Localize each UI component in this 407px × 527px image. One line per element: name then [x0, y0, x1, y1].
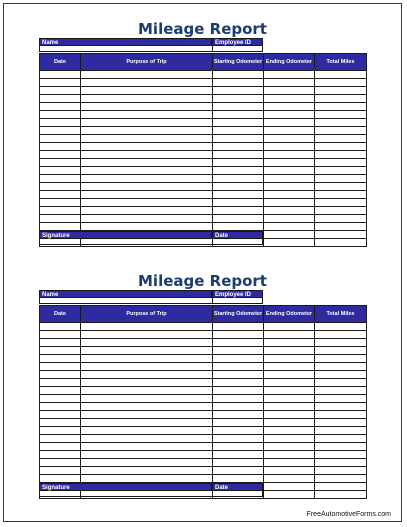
- date-cell[interactable]: [40, 151, 81, 159]
- name-field[interactable]: [40, 298, 213, 303]
- name-employee-entry: [39, 46, 263, 52]
- ending-odometer-cell[interactable]: [264, 403, 315, 411]
- starting-odometer-cell[interactable]: [213, 127, 264, 135]
- table-row: [40, 207, 367, 215]
- date-label: Date: [212, 231, 263, 239]
- trip-log-table: [39, 53, 367, 247]
- starting-odometer-cell[interactable]: [213, 459, 264, 467]
- total-miles-cell[interactable]: [315, 207, 367, 215]
- starting-odometer-cell[interactable]: [213, 151, 264, 159]
- table-row: [40, 175, 367, 183]
- date-cell[interactable]: [40, 347, 81, 355]
- name-field[interactable]: [40, 46, 213, 51]
- date-cell[interactable]: [40, 199, 81, 207]
- table-row: [40, 371, 367, 379]
- purpose-cell[interactable]: [81, 207, 213, 215]
- report-title: Mileage Report: [138, 20, 267, 38]
- total-miles-cell[interactable]: [315, 387, 367, 395]
- total-miles-cell[interactable]: [315, 159, 367, 167]
- ending-odometer-cell[interactable]: [264, 323, 315, 331]
- report-title: Mileage Report: [138, 272, 267, 290]
- total-miles-cell[interactable]: [315, 451, 367, 459]
- purpose-cell[interactable]: [81, 167, 213, 175]
- table-row: [40, 459, 367, 467]
- starting-odometer-cell[interactable]: [213, 467, 264, 475]
- col-ending-odometer: Ending Odometer: [264, 306, 315, 323]
- ending-odometer-cell[interactable]: [264, 355, 315, 363]
- total-miles-cell[interactable]: [315, 143, 367, 151]
- date-cell[interactable]: [40, 71, 81, 79]
- ending-odometer-cell[interactable]: [264, 207, 315, 215]
- table-row: [40, 411, 367, 419]
- table-row: [40, 435, 367, 443]
- table-row: [40, 215, 367, 223]
- starting-odometer-cell[interactable]: [213, 111, 264, 119]
- date-cell[interactable]: [40, 395, 81, 403]
- starting-odometer-cell[interactable]: [213, 419, 264, 427]
- ending-odometer-cell[interactable]: [264, 411, 315, 419]
- ending-odometer-cell[interactable]: [264, 159, 315, 167]
- date-cell[interactable]: [40, 451, 81, 459]
- purpose-cell[interactable]: [81, 355, 213, 363]
- starting-odometer-cell[interactable]: [213, 395, 264, 403]
- footer-site-link[interactable]: FreeAutomotiveForms.com: [306, 511, 391, 518]
- ending-odometer-cell[interactable]: [264, 87, 315, 95]
- date-cell[interactable]: [40, 127, 81, 135]
- signature-date-entry: [39, 491, 263, 497]
- col-ending-odometer: Ending Odometer: [264, 54, 315, 71]
- table-header-row: [40, 54, 367, 71]
- table-row: [40, 363, 367, 371]
- purpose-cell[interactable]: [81, 87, 213, 95]
- employee-id-field[interactable]: [213, 46, 262, 51]
- starting-odometer-cell[interactable]: [213, 159, 264, 167]
- date-cell[interactable]: [40, 379, 81, 387]
- starting-odometer-cell[interactable]: [213, 183, 264, 191]
- sign-date-field[interactable]: [213, 491, 262, 496]
- total-miles-cell[interactable]: [315, 183, 367, 191]
- ending-odometer-cell[interactable]: [264, 151, 315, 159]
- total-miles-cell[interactable]: [315, 419, 367, 427]
- starting-odometer-cell[interactable]: [213, 443, 264, 451]
- table-row: [40, 347, 367, 355]
- ending-odometer-cell[interactable]: [264, 379, 315, 387]
- date-cell[interactable]: [40, 339, 81, 347]
- total-miles-cell[interactable]: [315, 175, 367, 183]
- ending-odometer-cell[interactable]: [264, 175, 315, 183]
- total-miles-cell[interactable]: [315, 127, 367, 135]
- purpose-cell[interactable]: [81, 127, 213, 135]
- ending-odometer-cell[interactable]: [264, 199, 315, 207]
- signature-label: Signature: [39, 231, 212, 239]
- date-cell[interactable]: [40, 87, 81, 95]
- purpose-cell[interactable]: [81, 215, 213, 223]
- date-cell[interactable]: [40, 331, 81, 339]
- date-cell[interactable]: [40, 191, 81, 199]
- col-starting-odometer: Starting Odometer: [213, 54, 264, 71]
- starting-odometer-cell[interactable]: [213, 363, 264, 371]
- ending-odometer-cell[interactable]: [264, 467, 315, 475]
- total-miles-cell[interactable]: [315, 87, 367, 95]
- purpose-cell[interactable]: [81, 111, 213, 119]
- table-row: [40, 451, 367, 459]
- name-employee-entry: [39, 298, 263, 304]
- starting-odometer-cell[interactable]: [213, 475, 264, 483]
- purpose-cell[interactable]: [81, 363, 213, 371]
- purpose-cell[interactable]: [81, 119, 213, 127]
- purpose-cell[interactable]: [81, 191, 213, 199]
- table-row: [40, 323, 367, 331]
- ending-odometer-cell[interactable]: [264, 167, 315, 175]
- total-miles-cell[interactable]: [315, 475, 367, 483]
- table-row: [40, 339, 367, 347]
- starting-odometer-cell[interactable]: [213, 355, 264, 363]
- ending-odometer-cell[interactable]: [264, 215, 315, 223]
- date-cell[interactable]: [40, 411, 81, 419]
- purpose-cell[interactable]: [81, 143, 213, 151]
- total-miles-cell[interactable]: [315, 199, 367, 207]
- total-miles-cell[interactable]: [315, 223, 367, 231]
- col-date: Date: [40, 306, 81, 323]
- purpose-cell[interactable]: [81, 331, 213, 339]
- date-cell[interactable]: [40, 403, 81, 411]
- table-row: [40, 443, 367, 451]
- date-cell[interactable]: [40, 207, 81, 215]
- total-miles-cell[interactable]: [315, 435, 367, 443]
- table-row: [40, 159, 367, 167]
- table-body: [40, 323, 367, 499]
- date-cell[interactable]: [40, 475, 81, 483]
- starting-odometer-cell[interactable]: [213, 347, 264, 355]
- purpose-cell[interactable]: [81, 347, 213, 355]
- table-row: [40, 467, 367, 475]
- ending-odometer-cell[interactable]: [264, 191, 315, 199]
- starting-odometer-cell[interactable]: [213, 143, 264, 151]
- date-label: Date: [212, 483, 263, 491]
- starting-odometer-cell[interactable]: [213, 387, 264, 395]
- name-employee-row: [39, 290, 263, 298]
- col-purpose: Purpose of Trip: [81, 306, 213, 323]
- name-label: Name: [39, 290, 212, 298]
- table-row: [40, 475, 367, 483]
- ending-odometer-cell[interactable]: [264, 435, 315, 443]
- signature-date-row: [39, 483, 263, 491]
- date-cell[interactable]: [40, 119, 81, 127]
- date-cell[interactable]: [40, 111, 81, 119]
- signature-date-row: [39, 231, 263, 239]
- table-row: [40, 403, 367, 411]
- date-cell[interactable]: [40, 215, 81, 223]
- purpose-cell[interactable]: [81, 79, 213, 87]
- ending-odometer-cell[interactable]: [264, 79, 315, 87]
- purpose-cell[interactable]: [81, 435, 213, 443]
- total-miles-cell[interactable]: [315, 443, 367, 451]
- ending-odometer-cell[interactable]: [264, 127, 315, 135]
- table-row: [40, 167, 367, 175]
- starting-odometer-cell[interactable]: [213, 323, 264, 331]
- date-cell[interactable]: [40, 103, 81, 111]
- employee-id-label: Employee ID: [212, 290, 263, 298]
- table-row: [40, 355, 367, 363]
- table-row: [40, 419, 367, 427]
- ending-odometer-cell[interactable]: [264, 103, 315, 111]
- starting-odometer-cell[interactable]: [213, 135, 264, 143]
- purpose-cell[interactable]: [81, 103, 213, 111]
- total-miles-cell[interactable]: [315, 119, 367, 127]
- table-row: [40, 127, 367, 135]
- total-miles-cell[interactable]: [315, 331, 367, 339]
- purpose-cell[interactable]: [81, 387, 213, 395]
- date-cell[interactable]: [40, 183, 81, 191]
- table-row: [40, 427, 367, 435]
- table-row: [40, 87, 367, 95]
- ending-odometer-cell[interactable]: [264, 135, 315, 143]
- signature-field[interactable]: [40, 491, 213, 496]
- starting-odometer-cell[interactable]: [213, 79, 264, 87]
- purpose-cell[interactable]: [81, 339, 213, 347]
- date-cell[interactable]: [40, 443, 81, 451]
- date-cell[interactable]: [40, 419, 81, 427]
- table-row: [40, 135, 367, 143]
- total-miles-cell[interactable]: [315, 403, 367, 411]
- ending-odometer-cell[interactable]: [264, 427, 315, 435]
- table-row: [40, 331, 367, 339]
- purpose-cell[interactable]: [81, 135, 213, 143]
- date-cell[interactable]: [40, 371, 81, 379]
- purpose-cell[interactable]: [81, 379, 213, 387]
- purpose-cell[interactable]: [81, 323, 213, 331]
- col-starting-odometer: Starting Odometer: [213, 306, 264, 323]
- purpose-cell[interactable]: [81, 419, 213, 427]
- total-miles-cell[interactable]: [315, 191, 367, 199]
- ending-odometer-cell[interactable]: [264, 387, 315, 395]
- purpose-cell[interactable]: [81, 403, 213, 411]
- total-miles-cell[interactable]: [315, 79, 367, 87]
- ending-odometer-cell[interactable]: [264, 331, 315, 339]
- table-row: [40, 111, 367, 119]
- starting-odometer-cell[interactable]: [213, 175, 264, 183]
- purpose-cell[interactable]: [81, 175, 213, 183]
- date-cell[interactable]: [40, 223, 81, 231]
- table-row: [40, 71, 367, 79]
- total-miles-cell[interactable]: [315, 355, 367, 363]
- total-miles-cell[interactable]: [315, 459, 367, 467]
- ending-odometer-cell[interactable]: [264, 339, 315, 347]
- ending-odometer-cell[interactable]: [264, 183, 315, 191]
- purpose-cell[interactable]: [81, 395, 213, 403]
- date-cell[interactable]: [40, 135, 81, 143]
- ending-odometer-cell[interactable]: [264, 119, 315, 127]
- name-label: Name: [39, 38, 212, 46]
- purpose-cell[interactable]: [81, 183, 213, 191]
- date-cell[interactable]: [40, 323, 81, 331]
- table-row: [40, 395, 367, 403]
- ending-odometer-cell[interactable]: [264, 491, 315, 499]
- table-row: [40, 103, 367, 111]
- purpose-cell[interactable]: [81, 451, 213, 459]
- table-row: [40, 151, 367, 159]
- date-cell[interactable]: [40, 467, 81, 475]
- date-cell[interactable]: [40, 175, 81, 183]
- ending-odometer-cell[interactable]: [264, 95, 315, 103]
- ending-odometer-cell[interactable]: [264, 451, 315, 459]
- ending-odometer-cell[interactable]: [264, 231, 315, 239]
- sign-date-field[interactable]: [213, 239, 262, 244]
- starting-odometer-cell[interactable]: [213, 435, 264, 443]
- total-miles-cell[interactable]: [315, 239, 367, 247]
- starting-odometer-cell[interactable]: [213, 119, 264, 127]
- purpose-cell[interactable]: [81, 151, 213, 159]
- table-row: [40, 191, 367, 199]
- ending-odometer-cell[interactable]: [264, 111, 315, 119]
- purpose-cell[interactable]: [81, 95, 213, 103]
- starting-odometer-cell[interactable]: [213, 411, 264, 419]
- table-row: [40, 387, 367, 395]
- starting-odometer-cell[interactable]: [213, 339, 264, 347]
- signature-date-entry: [39, 239, 263, 245]
- trip-log-table: [39, 305, 367, 499]
- purpose-cell[interactable]: [81, 467, 213, 475]
- starting-odometer-cell[interactable]: [213, 71, 264, 79]
- table-row: [40, 143, 367, 151]
- ending-odometer-cell[interactable]: [264, 475, 315, 483]
- date-cell[interactable]: [40, 355, 81, 363]
- purpose-cell[interactable]: [81, 71, 213, 79]
- starting-odometer-cell[interactable]: [213, 379, 264, 387]
- total-miles-cell[interactable]: [315, 151, 367, 159]
- starting-odometer-cell[interactable]: [213, 223, 264, 231]
- total-miles-cell[interactable]: [315, 135, 367, 143]
- signature-label: Signature: [39, 483, 212, 491]
- purpose-cell[interactable]: [81, 371, 213, 379]
- ending-odometer-cell[interactable]: [264, 223, 315, 231]
- starting-odometer-cell[interactable]: [213, 191, 264, 199]
- date-cell[interactable]: [40, 95, 81, 103]
- date-cell[interactable]: [40, 79, 81, 87]
- total-miles-cell[interactable]: [315, 411, 367, 419]
- table-row: [40, 379, 367, 387]
- ending-odometer-cell[interactable]: [264, 239, 315, 247]
- employee-id-field[interactable]: [213, 298, 262, 303]
- table-row: [40, 79, 367, 87]
- name-employee-row: [39, 38, 263, 46]
- col-total-miles: Total Miles: [315, 54, 367, 71]
- total-miles-cell[interactable]: [315, 467, 367, 475]
- col-total-miles: Total Miles: [315, 306, 367, 323]
- total-miles-cell[interactable]: [315, 371, 367, 379]
- total-miles-cell[interactable]: [315, 339, 367, 347]
- total-miles-cell[interactable]: [315, 491, 367, 499]
- ending-odometer-cell[interactable]: [264, 71, 315, 79]
- total-miles-cell[interactable]: [315, 95, 367, 103]
- purpose-cell[interactable]: [81, 427, 213, 435]
- table-row: [40, 119, 367, 127]
- total-miles-cell[interactable]: [315, 231, 367, 239]
- starting-odometer-cell[interactable]: [213, 403, 264, 411]
- total-miles-cell[interactable]: [315, 483, 367, 491]
- ending-odometer-cell[interactable]: [264, 347, 315, 355]
- total-miles-cell[interactable]: [315, 111, 367, 119]
- date-cell[interactable]: [40, 427, 81, 435]
- table-row: [40, 95, 367, 103]
- purpose-cell[interactable]: [81, 475, 213, 483]
- table-header-row: [40, 306, 367, 323]
- total-miles-cell[interactable]: [315, 215, 367, 223]
- total-miles-cell[interactable]: [315, 347, 367, 355]
- purpose-cell[interactable]: [81, 443, 213, 451]
- total-miles-cell[interactable]: [315, 395, 367, 403]
- ending-odometer-cell[interactable]: [264, 459, 315, 467]
- purpose-cell[interactable]: [81, 459, 213, 467]
- total-miles-cell[interactable]: [315, 167, 367, 175]
- ending-odometer-cell[interactable]: [264, 371, 315, 379]
- date-cell[interactable]: [40, 143, 81, 151]
- total-miles-cell[interactable]: [315, 427, 367, 435]
- starting-odometer-cell[interactable]: [213, 215, 264, 223]
- signature-field[interactable]: [40, 239, 213, 244]
- table-row: [40, 223, 367, 231]
- date-cell[interactable]: [40, 387, 81, 395]
- starting-odometer-cell[interactable]: [213, 207, 264, 215]
- table-body: [40, 71, 367, 247]
- purpose-cell[interactable]: [81, 223, 213, 231]
- starting-odometer-cell[interactable]: [213, 87, 264, 95]
- starting-odometer-cell[interactable]: [213, 95, 264, 103]
- date-cell[interactable]: [40, 167, 81, 175]
- employee-id-label: Employee ID: [212, 38, 263, 46]
- starting-odometer-cell[interactable]: [213, 371, 264, 379]
- date-cell[interactable]: [40, 459, 81, 467]
- total-miles-cell[interactable]: [315, 103, 367, 111]
- purpose-cell[interactable]: [81, 159, 213, 167]
- table-row: [40, 199, 367, 207]
- starting-odometer-cell[interactable]: [213, 331, 264, 339]
- total-miles-cell[interactable]: [315, 379, 367, 387]
- col-purpose: Purpose of Trip: [81, 54, 213, 71]
- purpose-cell[interactable]: [81, 199, 213, 207]
- total-miles-cell[interactable]: [315, 323, 367, 331]
- starting-odometer-cell[interactable]: [213, 167, 264, 175]
- starting-odometer-cell[interactable]: [213, 427, 264, 435]
- date-cell[interactable]: [40, 435, 81, 443]
- date-cell[interactable]: [40, 363, 81, 371]
- ending-odometer-cell[interactable]: [264, 419, 315, 427]
- starting-odometer-cell[interactable]: [213, 103, 264, 111]
- date-cell[interactable]: [40, 159, 81, 167]
- col-date: Date: [40, 54, 81, 71]
- total-miles-cell[interactable]: [315, 71, 367, 79]
- starting-odometer-cell[interactable]: [213, 451, 264, 459]
- ending-odometer-cell[interactable]: [264, 395, 315, 403]
- ending-odometer-cell[interactable]: [264, 443, 315, 451]
- starting-odometer-cell[interactable]: [213, 199, 264, 207]
- ending-odometer-cell[interactable]: [264, 483, 315, 491]
- ending-odometer-cell[interactable]: [264, 143, 315, 151]
- total-miles-cell[interactable]: [315, 363, 367, 371]
- purpose-cell[interactable]: [81, 411, 213, 419]
- ending-odometer-cell[interactable]: [264, 363, 315, 371]
- table-row: [40, 183, 367, 191]
